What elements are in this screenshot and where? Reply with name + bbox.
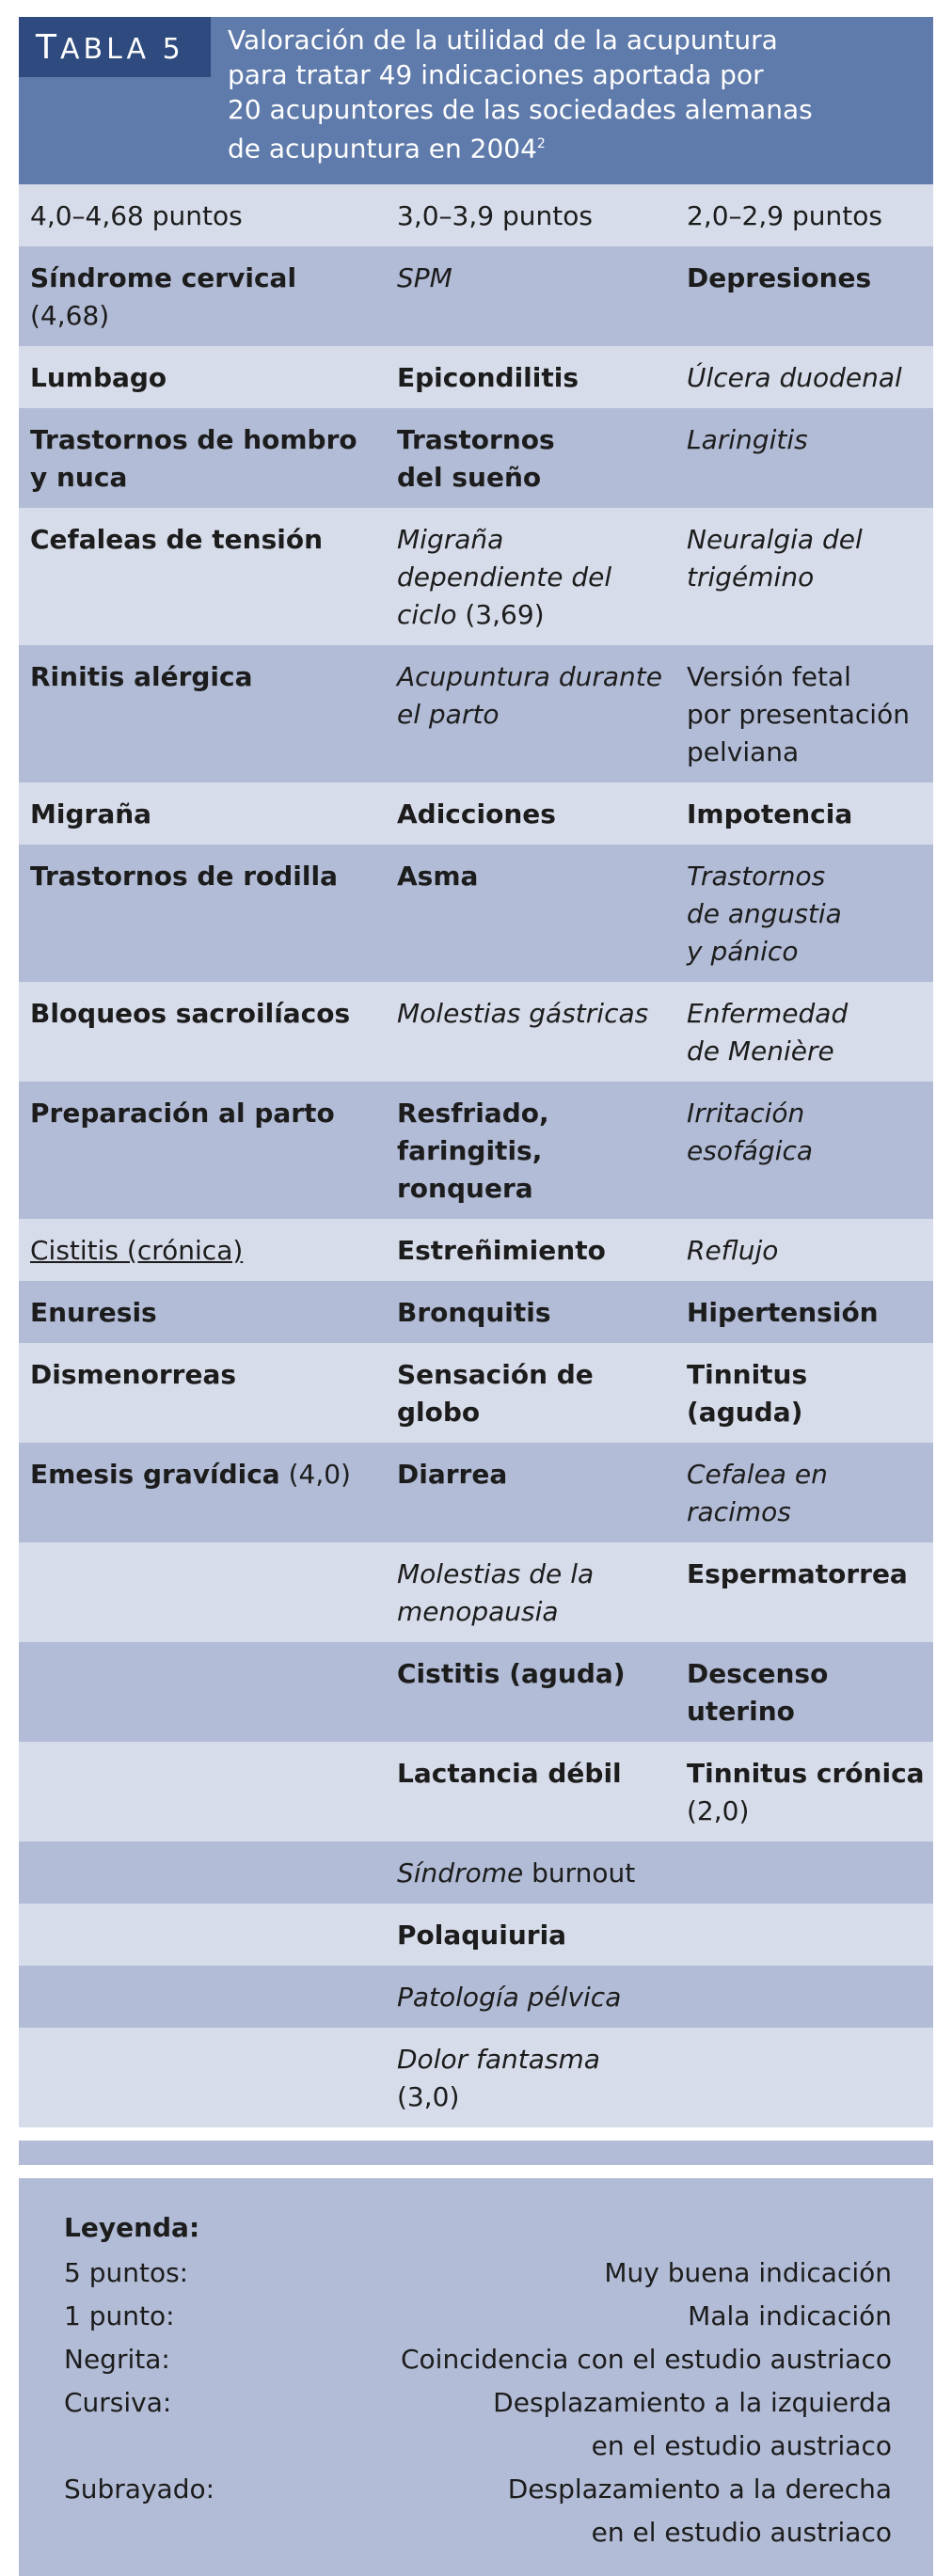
legend-key: 5 puntos: [64, 2257, 189, 2288]
indication-name: Tinnitus (aguda) [687, 1359, 808, 1428]
indication-name: Sensación de globo [397, 1359, 594, 1428]
indication-name: Cefaleas de tensión [30, 524, 324, 555]
table-cell [386, 845, 675, 982]
indication-score: (4,0) [279, 1459, 351, 1490]
table-cell [386, 1443, 675, 1542]
table-cell [19, 508, 386, 645]
table-cell [675, 1841, 933, 1904]
indication-name: Síndrome cervical [30, 262, 297, 293]
table-cell [19, 1281, 386, 1343]
indication-name: Emesis gravídica [30, 1459, 280, 1490]
title-line [228, 127, 933, 166]
indication-name: Resfriado, faringitis, ronquera [397, 1098, 549, 1204]
legend-key: Cursiva: [64, 2387, 172, 2418]
indication-score: (3,69) [456, 599, 545, 630]
title-line: 20 acupuntores de las sociedades alemanas [228, 94, 813, 125]
indication-name: Preparación al parto [30, 1098, 335, 1129]
table-row [19, 346, 933, 408]
indication-name: Versión fetal por presentación pelviana [687, 661, 910, 767]
table-bottom-strip [19, 2141, 933, 2165]
table-row [19, 1841, 933, 1904]
table-cell [386, 2028, 675, 2127]
indication-name: Asma [397, 861, 479, 892]
indication-name: Diarrea [397, 1459, 508, 1490]
table-cell [675, 1966, 933, 2028]
table-cell [19, 1219, 386, 1281]
indication-name: Rinitis alérgica [30, 661, 253, 692]
indication-name: Migraña dependiente del ciclo [397, 524, 612, 630]
table-cell [675, 246, 933, 346]
indication-name: Adicciones [397, 798, 556, 830]
table-cell [675, 2028, 933, 2127]
legend-item [64, 2468, 892, 2554]
table-cell [19, 982, 386, 1082]
table-cell [386, 408, 675, 508]
table-title [211, 17, 933, 184]
table-cell [386, 246, 675, 346]
indication-name: Estreñimiento [397, 1235, 606, 1266]
table-cell [675, 1642, 933, 1742]
indication-name: Irritación esofágica [687, 1098, 814, 1166]
legend-item [64, 2252, 892, 2295]
indication-name: SPM [397, 262, 452, 293]
legend-key: Negrita: [64, 2344, 170, 2375]
indication-name: Dolor fantasma [397, 2044, 600, 2075]
indication-score: (2,0) [687, 1795, 750, 1826]
indication-name: Síndrome [397, 1857, 524, 1889]
table-cell [386, 1742, 675, 1841]
table-cell [386, 1343, 675, 1443]
table-cell [19, 1966, 386, 2028]
legend-item [64, 2295, 892, 2338]
legend-items [64, 2252, 892, 2554]
table-cell [19, 1742, 386, 1841]
table-cell [675, 782, 933, 845]
indication-name: Cistitis (aguda) [397, 1658, 626, 1689]
legend-item [64, 2381, 892, 2468]
indication-score: (3,0) [397, 2081, 460, 2112]
table-cell [675, 845, 933, 982]
legend-key: 1 punto: [64, 2300, 175, 2331]
table-cell [386, 1082, 675, 1219]
legend-value: Desplazamiento a la izquierda en el estudio austriaco [493, 2387, 892, 2461]
column-header: 3,0–3,9 puntos [386, 184, 675, 246]
indication-name: Enuresis [30, 1297, 157, 1328]
indication-name: Impotencia [687, 798, 853, 830]
indication-name: Trastornos del sueño [397, 424, 555, 493]
indication-name: Cefalea en racimos [687, 1459, 828, 1527]
indication-name: Molestias de la menopausia [397, 1558, 595, 1627]
indication-name: Depresiones [687, 262, 872, 293]
table-cell [19, 1904, 386, 1966]
indication-name: Bronquitis [397, 1297, 551, 1328]
table-cell [19, 2028, 386, 2127]
indication-name: Laringitis [687, 424, 808, 455]
indication-name: Acupuntura durante el parto [397, 661, 662, 730]
table-row [19, 1281, 933, 1343]
table-cell [19, 1542, 386, 1642]
table-cell [675, 1082, 933, 1219]
indication-name: Trastornos de hombro y nuca [30, 424, 357, 493]
indication-name: Polaquiuria [397, 1920, 567, 1951]
table-row [19, 1082, 933, 1219]
table-cell [386, 1281, 675, 1343]
table-cell [19, 1343, 386, 1443]
table-cell [19, 1082, 386, 1219]
table-row [19, 782, 933, 845]
legend-box [19, 2178, 933, 2576]
table-cell [19, 1841, 386, 1904]
table-cell [675, 982, 933, 1082]
table-row [19, 1443, 933, 1542]
indication-name: Hipertensión [687, 1297, 879, 1328]
table-cell [386, 782, 675, 845]
indication-name: Úlcera duodenal [687, 362, 902, 393]
title-reference: 2 [536, 136, 546, 151]
table-row [19, 1904, 933, 1966]
table-cell [386, 1966, 675, 2028]
legend-value: Muy buena indicación [604, 2257, 892, 2288]
table-cell [386, 982, 675, 1082]
indication-name: Migraña [30, 798, 152, 830]
indication-name: Patología pélvica [397, 1982, 622, 2013]
indication-name: Dismenorreas [30, 1359, 237, 1390]
indication-name: Reflujo [687, 1235, 779, 1266]
column-header: 2,0–2,9 puntos [675, 184, 933, 246]
indications-table [19, 184, 933, 2127]
table-row [19, 645, 933, 782]
table-cell [675, 508, 933, 645]
legend-key: Subrayado: [64, 2473, 215, 2505]
indication-name: Descenso uterino [687, 1658, 829, 1727]
indication-name: Lumbago [30, 362, 167, 393]
table-cell [386, 1542, 675, 1642]
table-row [19, 1742, 933, 1841]
table-row [19, 508, 933, 645]
table-cell [386, 346, 675, 408]
table-cell [675, 1281, 933, 1343]
table-cell [19, 1443, 386, 1542]
table-row [19, 1966, 933, 2028]
title-line-text: de acupuntura en 2004 [228, 133, 537, 165]
table-cell [19, 408, 386, 508]
table-cell [19, 845, 386, 982]
table-row [19, 1542, 933, 1642]
table-row [19, 1343, 933, 1443]
table-cell [675, 1443, 933, 1542]
legend-value: Mala indicación [688, 2300, 892, 2331]
indication-score: (4,68) [30, 300, 110, 331]
table-cell [19, 246, 386, 346]
table-cell [386, 645, 675, 782]
table-cell [675, 408, 933, 508]
indication-name: Enfermedad de Menière [687, 998, 849, 1067]
table-number-tag [19, 17, 211, 77]
table-row [19, 1642, 933, 1742]
legend-value: Desplazamiento a la derecha en el estudio austriaco [507, 2473, 892, 2548]
column-header: 4,0–4,68 puntos [19, 184, 386, 246]
indication-name: Molestias gástricas [397, 998, 649, 1029]
table-cell [386, 1904, 675, 1966]
table-cell [386, 1642, 675, 1742]
table-cell [675, 346, 933, 408]
table-row [19, 408, 933, 508]
table-cell [675, 1742, 933, 1841]
table-cell [675, 1904, 933, 1966]
table-row [19, 1219, 933, 1281]
indication-score: burnout [523, 1857, 636, 1889]
indication-name: Espermatorrea [687, 1558, 908, 1589]
table-cell [386, 1219, 675, 1281]
legend-value: Coincidencia con el estudio austriaco [400, 2344, 892, 2375]
table-row [19, 982, 933, 1082]
indication-name: Cistitis (crónica) [30, 1235, 244, 1266]
table-cell [386, 1841, 675, 1904]
table-number: TABLA 5 [36, 27, 184, 67]
legend-item [64, 2338, 892, 2381]
table-cell [675, 1343, 933, 1443]
indication-name: Neuralgia del trigémino [687, 524, 863, 593]
indication-name: Epicondilitis [397, 362, 579, 393]
table-row [19, 845, 933, 982]
table-cell [19, 782, 386, 845]
indication-name: Trastornos de angustia y pánico [687, 861, 842, 967]
table-cell [19, 645, 386, 782]
table-cell [675, 1219, 933, 1281]
table-row [19, 246, 933, 346]
table-cell [386, 508, 675, 645]
indication-name: Bloqueos sacroilíacos [30, 998, 351, 1029]
table-header [19, 17, 933, 184]
table-cell [675, 1542, 933, 1642]
legend-title: Leyenda: [64, 2212, 200, 2243]
table-cell [19, 1642, 386, 1742]
indication-name: Lactancia débil [397, 1758, 622, 1789]
table-5-figure [19, 17, 933, 2576]
table-cell [19, 346, 386, 408]
indication-name: Tinnitus crónica [687, 1758, 925, 1789]
table-row [19, 2028, 933, 2127]
column-header-row [19, 184, 933, 246]
title-line: Valoración de la utilidad de la acupuntura [228, 24, 778, 55]
table-cell [675, 645, 933, 782]
indication-name: Trastornos de rodilla [30, 861, 338, 892]
title-line: para tratar 49 indicaciones aportada por [228, 59, 764, 90]
